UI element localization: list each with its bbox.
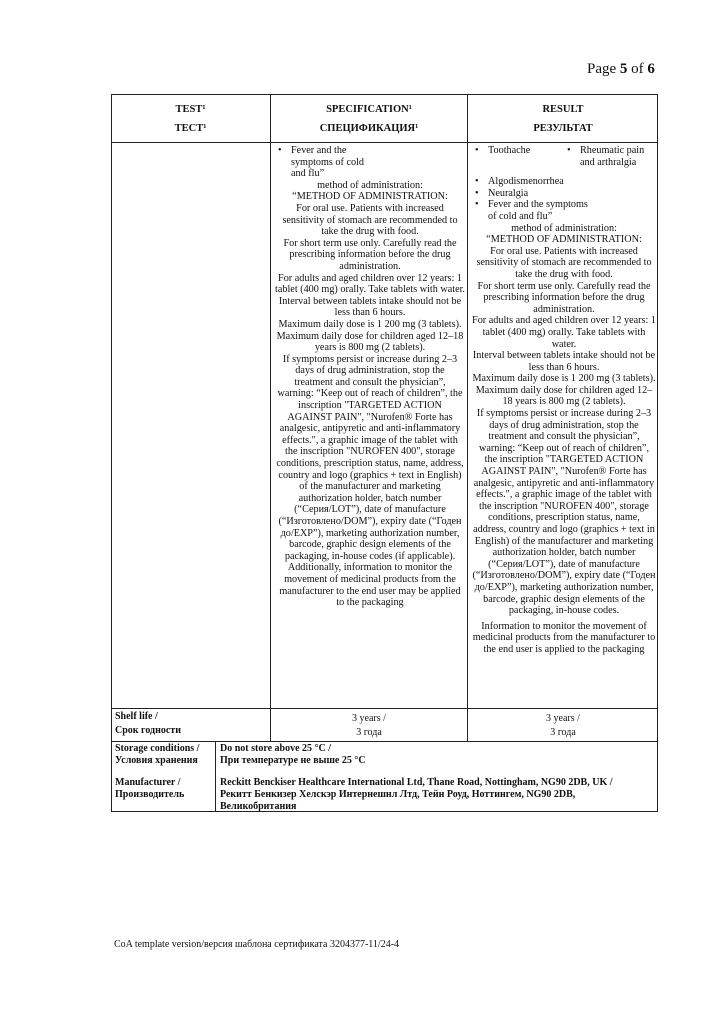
result-bullet: • Rheumatic pain and arthralgia: [564, 145, 656, 168]
result-bullet-list: [472, 176, 656, 222]
header-row-line: [111, 142, 658, 143]
result-paragraph: Maximum daily dose is 1 200 mg (3 tablets). Maximum daily dose for children aged 12–18 years is 800 mg (2 tablets).: [472, 373, 656, 408]
spec-paragraph: For short term use only. Carefully read the prescribing information before the drug administration.: [283, 237, 457, 272]
spec-method-intro: method of administration:: [317, 179, 423, 191]
result-bullet: • Algodismenorrhea: [472, 176, 656, 188]
storage-row-line: [111, 741, 658, 742]
result-bullet: • Fever and the symptoms of cold and flu”: [472, 199, 656, 222]
result-column-body: [472, 145, 656, 656]
col-divider-1: [270, 94, 271, 741]
spec-bullet-list: [275, 145, 465, 180]
result-paragraph: For adults and aged children over 12 years: 1 tablet (400 mg) orally. Take tablets with water.: [472, 315, 656, 350]
storage-value: Do not store above 25 °C / При температуре не выше 25 °C: [220, 743, 366, 766]
result-paragraph: If symptoms persist or increase during 2–3 days of drug administration, stop the treatment and consult the physician”, warning: “Keep out of reach of children”, the inscription "TARGETED ACTION AGAINST PAIN", "Nurofen® Forte has analgesic, antipyretic and anti-inflammatory effects.", a graphic image of the tablet with the inscription "NUROFEN 400", storage conditions, prescription status, name, address, country and logo (graphics + text in English) of the manufacturer and marketing authorization holder, batch number (“Серия/LOT”), date of manufacture (“Изготовлено/DOM”), expiry date (“Годен до/EXP”), marketing authorization number, barcode, graphic design elements of the packaging, in-house codes.: [472, 408, 656, 617]
spec-bullet: • Fever and the symptoms of cold and flu”: [275, 145, 465, 180]
result-paragraph: For short term use only. Carefully read the prescribing information before the drug administration.: [477, 280, 651, 315]
spec-paragraph: Additionally, information to monitor the movement of medicinal products from the manufacturer to the end user may be applied to the packaging: [279, 562, 461, 609]
col-divider-2: [467, 94, 468, 741]
shelf-life-result: 3 years / 3 года: [546, 713, 580, 738]
spec-paragraph: For oral use. Patients with increased sensitivity of stomach are recommended to take the drug with food.: [282, 202, 458, 238]
page-number: Page 5 of 6: [587, 61, 655, 77]
spec-method-title: “METHOD OF ADMINISTRATION:: [292, 191, 448, 203]
spec-paragraph: Maximum daily dose is 1 200 mg (3 tablets). Maximum daily dose for children aged 12–18 years is 800 mg (2 tablets).: [276, 318, 464, 354]
spec-column-body: [275, 145, 465, 609]
manufacturer-label: Manufacturer / Производитель: [115, 777, 185, 800]
storage-label: Storage conditions / Условия хранения: [115, 743, 200, 766]
shelf-life-label: Shelf life / Срок годности: [115, 711, 181, 736]
spec-paragraph: For adults and aged children over 12 years: 1 tablet (400 mg) orally. Take tablets with water.: [275, 272, 465, 296]
result-bullet-list-left: [472, 145, 564, 168]
col-divider-3: [215, 741, 216, 812]
shelf-life-spec: 3 years / 3 года: [352, 713, 386, 738]
result-paragraph: For oral use. Patients with increased sensitivity of stomach are recommended to take the drug with food.: [476, 245, 652, 280]
header-specification: SPECIFICATION¹ СПЕЦИФИКАЦИЯ¹: [319, 104, 419, 134]
result-method-intro: method of administration:: [511, 222, 617, 234]
spec-paragraph: If symptoms persist or increase during 2–3 days of drug administration, stop the treatment and consult the physician”, warning: “Keep out of reach of children”, the inscription "TARGETED ACTION AGAINST PAIN", "Nurofen® Forte has analgesic, antipyretic and anti-inflammatory effects.", a graphic image of the tablet with the inscription "NUROFEN 400", storage conditions, prescription status, name, address, country and logo (graphics + text in English) of the manufacturer and marketing authorization holder, batch number (“Серия/LOT”), date of manufacture (“Изготовлено/DOM”), expiry date (“Годен до/EXP”), marketing authorization number, barcode, graphic design elements of the packaging, in-house codes (if applicable).: [276, 353, 464, 562]
result-bullet-list-right: [564, 145, 656, 168]
result-paragraph: Interval between tablets intake should not be less than 6 hours.: [472, 350, 656, 373]
shelf-row-line: [111, 708, 658, 709]
spec-paragraph: Interval between tablets intake should not be less than 6 hours.: [278, 295, 462, 319]
header-result: RESULT РЕЗУЛЬТАТ: [533, 104, 593, 134]
header-test: TEST¹ ТЕСТ¹: [174, 104, 207, 134]
result-paragraph: Information to monitor the movement of medicinal products from the manufacturer to the end user is applied to the packaging: [472, 620, 656, 655]
manufacturer-value: Reckitt Benckiser Healthcare International Ltd, Thane Road, Nottingham, NG90 2DB, UK / Рекитт Бенкизер Хелскэр Интернешнл Лтд, Тейн Роуд, Ноттингем, NG90 2DB, Великобритания: [220, 777, 613, 812]
result-bullet: • Neuralgia: [472, 188, 656, 200]
result-bullet: • Toothache: [472, 145, 564, 157]
result-bullets-top: [472, 145, 656, 168]
template-version-footer: CoA template version/версия шаблона сертификата 3204377-11/24-4: [114, 939, 400, 950]
result-method-title: “METHOD OF ADMINISTRATION:: [486, 234, 642, 246]
